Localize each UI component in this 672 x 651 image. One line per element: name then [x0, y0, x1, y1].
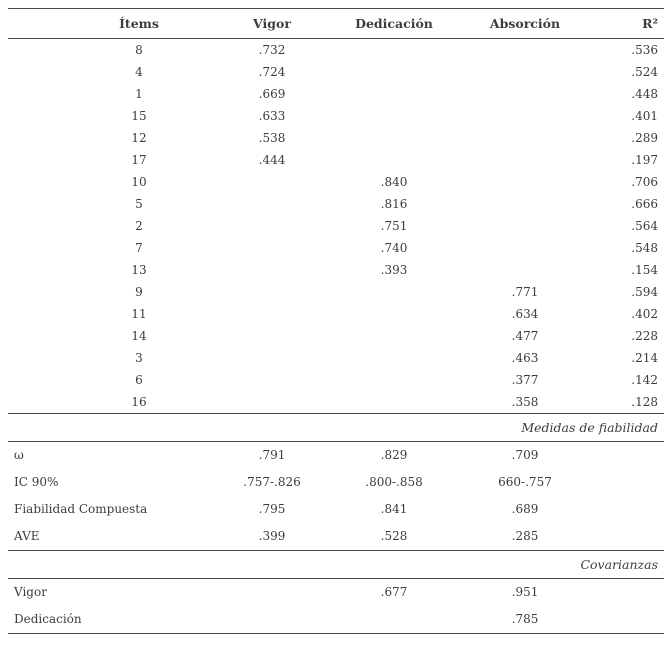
cell-absorcion: .785: [511, 612, 539, 626]
cell-item: 14: [131, 328, 147, 343]
cell-absorcion: .709: [511, 448, 539, 462]
cell-r2: .197: [631, 152, 658, 167]
cell-dedicacion: .677: [380, 585, 408, 599]
cell-vigor: [212, 303, 332, 325]
cell-vigor: .399: [258, 529, 286, 543]
item-row: [8, 369, 664, 391]
cell-item: 3: [135, 350, 143, 365]
row-label: Fiabilidad Compuesta: [14, 502, 148, 516]
cell-item: 4: [135, 64, 143, 79]
cell-absorcion: [456, 259, 594, 281]
table-header: [8, 9, 664, 39]
cell-r2: [594, 606, 664, 634]
cell-absorcion: [456, 149, 594, 171]
section-row: [8, 469, 664, 496]
cell-item: 13: [131, 262, 147, 277]
cell-r2: [594, 469, 664, 496]
cell-vigor: .444: [258, 152, 286, 167]
cell-dedicacion: .800-.858: [365, 475, 423, 489]
cell-vigor: .633: [258, 108, 286, 123]
cell-item: 12: [131, 130, 147, 145]
cell-vigor: [212, 391, 332, 414]
cell-r2: .402: [631, 306, 658, 321]
row-label: IC 90%: [14, 475, 59, 489]
cell-r2: .154: [631, 262, 658, 277]
row-label: Vigor: [14, 585, 47, 599]
cell-dedicacion: [332, 391, 456, 414]
item-row: [8, 215, 664, 237]
row-label: Dedicación: [14, 612, 82, 626]
cell-vigor: [212, 579, 332, 607]
cell-absorcion: [456, 61, 594, 83]
header-r2: R²: [594, 9, 664, 39]
cell-vigor: .538: [258, 130, 286, 145]
item-row: [8, 171, 664, 193]
cell-dedicacion: .528: [380, 529, 408, 543]
cell-absorcion: .771: [511, 284, 539, 299]
cell-r2: .524: [631, 64, 658, 79]
cell-absorcion: [456, 237, 594, 259]
cell-item: 8: [135, 42, 143, 57]
cell-absorcion: [456, 127, 594, 149]
cell-dedicacion: [332, 369, 456, 391]
cell-r2: .666: [631, 196, 658, 211]
cell-vigor: .669: [258, 86, 286, 101]
cell-absorcion: .463: [511, 350, 539, 365]
header-vigor: Vigor: [212, 9, 332, 39]
cell-absorcion: .377: [511, 372, 539, 387]
cell-absorcion: 660-.757: [498, 475, 552, 489]
header-absorcion: Absorción: [456, 9, 594, 39]
cell-r2: .214: [631, 350, 658, 365]
item-row: [8, 61, 664, 83]
cell-vigor: [212, 281, 332, 303]
section-title: Covarianzas: [8, 551, 664, 579]
cell-item: 11: [131, 306, 147, 321]
item-row: [8, 281, 664, 303]
cell-vigor: [212, 347, 332, 369]
cell-item: 6: [135, 372, 143, 387]
cell-dedicacion: .393: [380, 262, 408, 277]
cell-r2: .564: [631, 218, 658, 233]
cell-item: 9: [135, 284, 143, 299]
cell-vigor: [212, 171, 332, 193]
section-row: [8, 606, 664, 634]
row-label: ω: [14, 448, 24, 462]
cell-vigor: [212, 606, 332, 634]
cell-dedicacion: [332, 83, 456, 105]
cell-dedicacion: .840: [380, 174, 408, 189]
cell-vigor: [212, 259, 332, 281]
cell-r2: [594, 442, 664, 470]
cell-vigor: .791: [258, 448, 286, 462]
cell-vigor: .757-.826: [243, 475, 301, 489]
cell-r2: .448: [631, 86, 658, 101]
cell-absorcion: .477: [511, 328, 539, 343]
cell-r2: .706: [631, 174, 658, 189]
cell-dedicacion: [332, 39, 456, 62]
cell-vigor: [212, 237, 332, 259]
cell-dedicacion: .751: [380, 218, 408, 233]
cell-vigor: [212, 369, 332, 391]
cell-absorcion: .285: [511, 529, 539, 543]
cell-item: 2: [135, 218, 143, 233]
cell-r2: .142: [631, 372, 658, 387]
section-row: [8, 496, 664, 523]
cell-dedicacion: [332, 325, 456, 347]
cell-vigor: .795: [258, 502, 286, 516]
cell-r2: .548: [631, 240, 658, 255]
cell-vigor: [212, 193, 332, 215]
item-row: [8, 237, 664, 259]
header-items: Ítems: [8, 9, 212, 39]
cell-absorcion: [456, 171, 594, 193]
item-row: [8, 325, 664, 347]
cell-r2: .401: [631, 108, 658, 123]
cell-absorcion: [456, 39, 594, 62]
cell-vigor: [212, 215, 332, 237]
cell-absorcion: .951: [511, 585, 539, 599]
cell-dedicacion: [332, 281, 456, 303]
cell-dedicacion: .740: [380, 240, 408, 255]
cell-absorcion: .358: [511, 394, 539, 409]
cell-vigor: .732: [258, 42, 286, 57]
cell-dedicacion: .829: [380, 448, 408, 462]
cell-absorcion: .689: [511, 502, 539, 516]
item-row: [8, 303, 664, 325]
cell-vigor: .724: [258, 64, 286, 79]
cell-r2: [594, 579, 664, 607]
item-row: [8, 347, 664, 369]
results-table: [8, 8, 664, 634]
cell-item: 1: [135, 86, 143, 101]
section-row: [8, 579, 664, 607]
cell-r2: .536: [631, 42, 658, 57]
cell-dedicacion: .816: [380, 196, 408, 211]
section-0: [8, 414, 664, 551]
cell-r2: .289: [631, 130, 658, 145]
section-title-row: [8, 414, 664, 442]
cell-r2: [594, 496, 664, 523]
section-row: [8, 523, 664, 551]
header-row: [8, 9, 664, 39]
cell-item: 16: [131, 394, 147, 409]
cell-dedicacion: [332, 606, 456, 634]
item-row: [8, 259, 664, 281]
item-row: [8, 149, 664, 171]
cell-r2: .228: [631, 328, 658, 343]
item-row: [8, 127, 664, 149]
cell-dedicacion: [332, 303, 456, 325]
cell-dedicacion: [332, 105, 456, 127]
cell-absorcion: [456, 193, 594, 215]
item-row: [8, 39, 664, 62]
section-1: [8, 551, 664, 634]
cell-dedicacion: .841: [380, 502, 408, 516]
cell-dedicacion: [332, 149, 456, 171]
cell-absorcion: [456, 105, 594, 127]
item-row: [8, 83, 664, 105]
cell-r2: .128: [631, 394, 658, 409]
cell-dedicacion: [332, 61, 456, 83]
cell-dedicacion: [332, 347, 456, 369]
header-dedicacion: Dedicación: [332, 9, 456, 39]
cell-dedicacion: [332, 127, 456, 149]
cell-item: 17: [131, 152, 147, 167]
item-loadings-rows: [8, 39, 664, 414]
cell-r2: .594: [631, 284, 658, 299]
cell-item: 10: [131, 174, 147, 189]
section-title: Medidas de fiabilidad: [8, 414, 664, 442]
section-title-row: [8, 551, 664, 579]
section-row: [8, 442, 664, 470]
cell-absorcion: [456, 83, 594, 105]
item-row: [8, 193, 664, 215]
cell-item: 5: [135, 196, 143, 211]
item-row: [8, 105, 664, 127]
cell-absorcion: [456, 215, 594, 237]
item-row: [8, 391, 664, 414]
cell-absorcion: .634: [511, 306, 539, 321]
cell-item: 15: [131, 108, 147, 123]
cell-r2: [594, 523, 664, 551]
row-label: AVE: [14, 529, 40, 543]
cell-vigor: [212, 325, 332, 347]
cell-item: 7: [135, 240, 143, 255]
